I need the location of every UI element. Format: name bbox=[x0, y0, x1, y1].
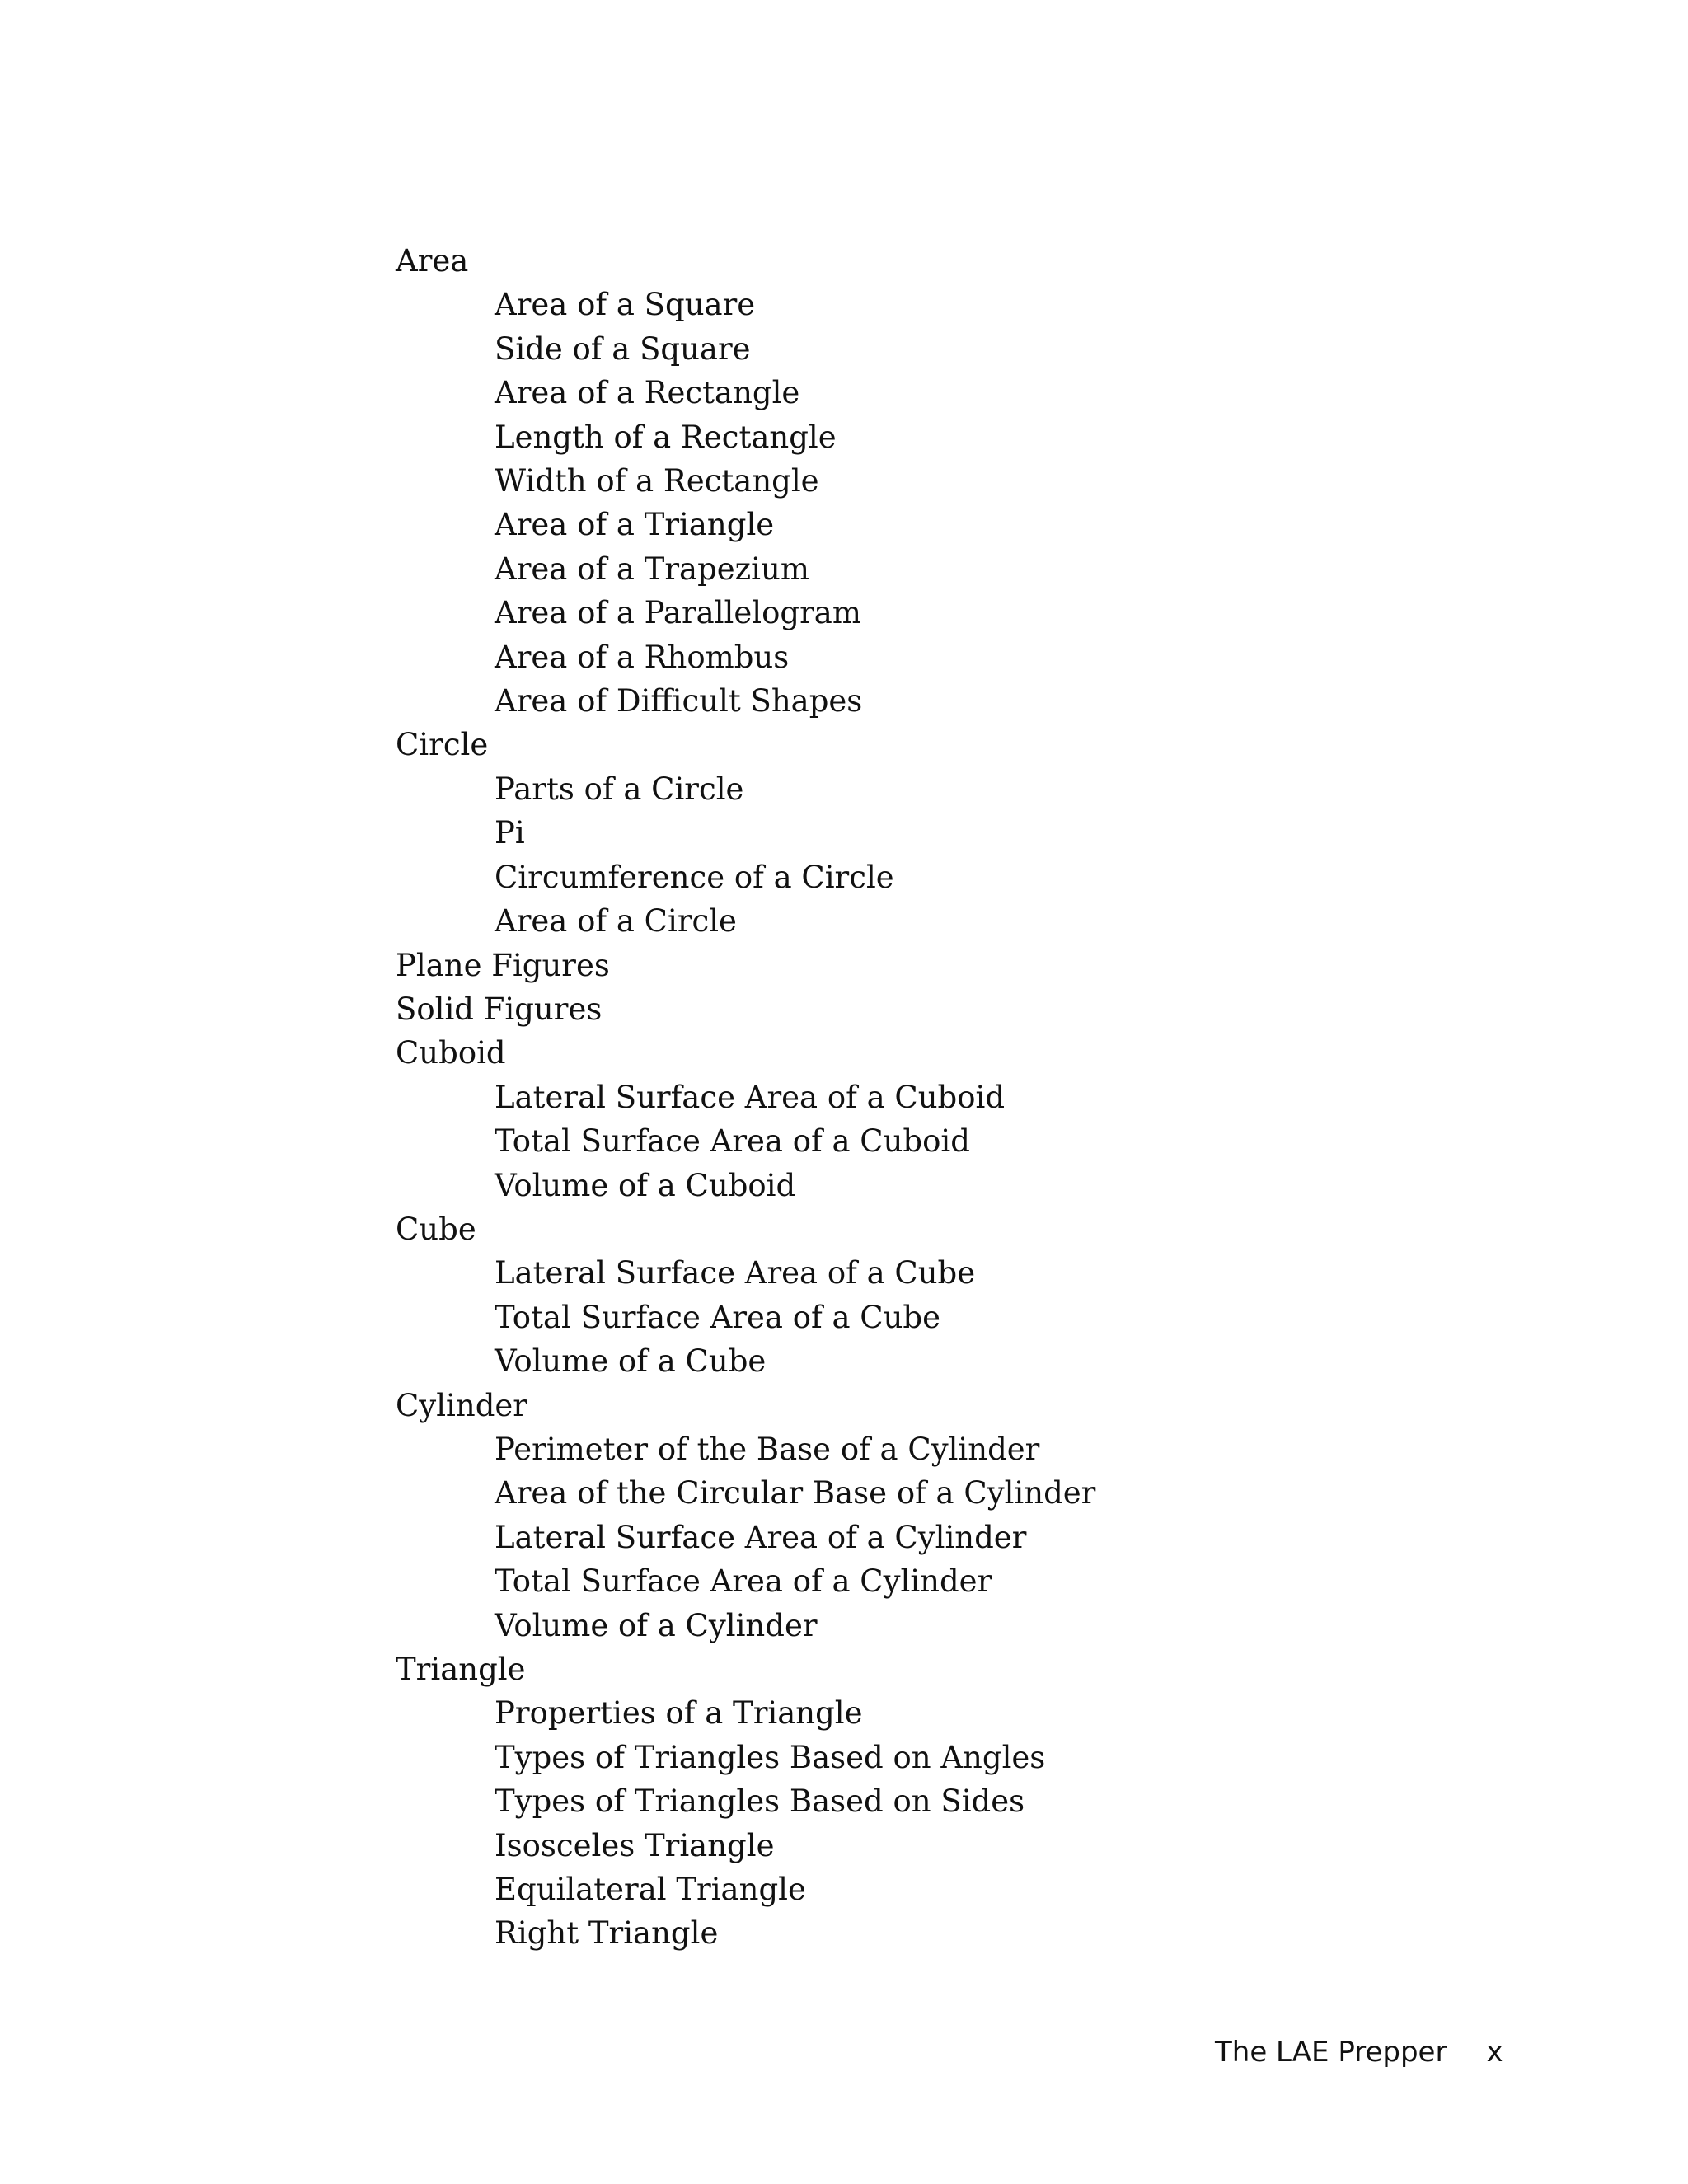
toc-section-title[interactable]: Area bbox=[396, 243, 469, 279]
toc-subsection-item[interactable]: Side of a Square bbox=[495, 330, 751, 367]
toc-subsection-item[interactable]: Total Surface Area of a Cube bbox=[495, 1299, 940, 1335]
toc-section bbox=[396, 239, 1550, 723]
toc-subsection-item[interactable]: Right Triangle bbox=[495, 1915, 719, 1952]
toc-section-title[interactable]: Cube bbox=[396, 1211, 476, 1247]
toc-subsection-item[interactable]: Types of Triangles Based on Angles bbox=[495, 1739, 1046, 1775]
toc-subsection-item[interactable]: Pi bbox=[495, 815, 525, 851]
toc-section-title[interactable]: Plane Figures bbox=[396, 947, 610, 983]
toc-subsection-item[interactable]: Area of a Parallelogram bbox=[495, 595, 861, 631]
toc-subsection-item[interactable]: Volume of a Cube bbox=[495, 1343, 767, 1380]
toc-subsection-item[interactable]: Area of a Triangle bbox=[495, 507, 775, 543]
toc-subsection-item[interactable]: Isosceles Triangle bbox=[495, 1827, 775, 1863]
page-footer bbox=[1215, 2034, 1503, 2070]
toc-section-title[interactable]: Cuboid bbox=[396, 1035, 506, 1071]
toc-subsection-item[interactable]: Area of the Circular Base of a Cylinder bbox=[495, 1475, 1096, 1511]
toc-section-title[interactable]: Circle bbox=[396, 727, 489, 763]
toc-section bbox=[396, 1647, 1550, 1956]
toc-subsection-item[interactable]: Perimeter of the Base of a Cylinder bbox=[495, 1431, 1040, 1467]
toc-subsection-item[interactable]: Area of a Rhombus bbox=[495, 639, 790, 675]
footer-book-title: The LAE Prepper bbox=[1215, 2036, 1447, 2069]
toc-subsection-item[interactable]: Types of Triangles Based on Sides bbox=[495, 1783, 1025, 1820]
toc-subsection-item[interactable]: Area of Difficult Shapes bbox=[495, 683, 863, 719]
toc-subsection-item[interactable]: Properties of a Triangle bbox=[495, 1695, 863, 1732]
toc-section bbox=[396, 723, 1550, 943]
toc-subsection-item[interactable]: Area of a Trapezium bbox=[495, 551, 809, 587]
toc-section bbox=[396, 1384, 1550, 1647]
footer-page-number: x bbox=[1486, 2036, 1503, 2069]
toc-subsection-item[interactable]: Circumference of a Circle bbox=[495, 859, 894, 895]
toc-subsection-item[interactable]: Total Surface Area of a Cuboid bbox=[495, 1123, 970, 1160]
toc-section-title[interactable]: Solid Figures bbox=[396, 991, 603, 1027]
toc-subsection-item[interactable]: Length of a Rectangle bbox=[495, 419, 837, 455]
table-of-contents bbox=[396, 239, 1550, 1956]
toc-section bbox=[396, 944, 1550, 987]
toc-subsection-item[interactable]: Total Surface Area of a Cylinder bbox=[495, 1563, 992, 1600]
toc-subsection-item[interactable]: Area of a Rectangle bbox=[495, 375, 800, 411]
toc-subsection-item[interactable]: Lateral Surface Area of a Cylinder bbox=[495, 1519, 1027, 1555]
toc-subsection-item[interactable]: Width of a Rectangle bbox=[495, 463, 819, 499]
toc-subsection-item[interactable]: Equilateral Triangle bbox=[495, 1872, 806, 1908]
toc-subsection-item[interactable]: Area of a Circle bbox=[495, 903, 737, 940]
toc-subsection-item[interactable]: Parts of a Circle bbox=[495, 771, 744, 807]
toc-section bbox=[396, 1031, 1550, 1207]
toc-subsection-item[interactable]: Area of a Square bbox=[495, 287, 756, 323]
toc-section bbox=[396, 987, 1550, 1031]
toc-section bbox=[396, 1207, 1550, 1384]
toc-section-title[interactable]: Cylinder bbox=[396, 1387, 528, 1423]
toc-subsection-item[interactable]: Volume of a Cuboid bbox=[495, 1167, 796, 1203]
toc-subsection-item[interactable]: Lateral Surface Area of a Cube bbox=[495, 1255, 976, 1291]
toc-subsection-item[interactable]: Volume of a Cylinder bbox=[495, 1607, 818, 1643]
toc-section-title[interactable]: Triangle bbox=[396, 1652, 526, 1687]
toc-subsection-item[interactable]: Lateral Surface Area of a Cuboid bbox=[495, 1079, 1006, 1115]
